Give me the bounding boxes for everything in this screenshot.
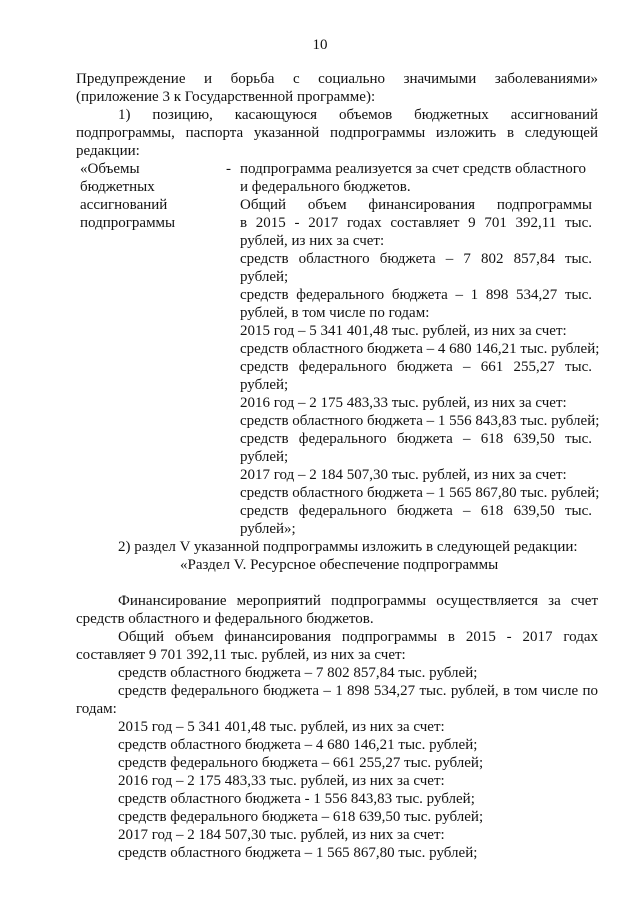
body-line: 2016 год – 2 175 483,33 тыс. рублей, из них за счет:: [118, 773, 445, 789]
passport-label-line: «Объемы: [80, 161, 140, 177]
passport-line: средств федерального бюджета – 618 639,50 тыс.: [240, 431, 592, 447]
body-line: Финансирование мероприятий подпрограммы осуществляется за счет: [118, 593, 598, 609]
passport-label-line: подпрограммы: [80, 215, 176, 231]
passport-line: 2017 год – 2 184 507,30 тыс. рублей, из них за счет:: [240, 467, 567, 483]
passport-line: подпрограмма реализуется за счет средств областного: [240, 161, 587, 177]
passport-label-line: бюджетных: [80, 179, 155, 195]
body-line: средств федерального бюджета – 1 898 534,27 тыс. рублей, в том числе по: [118, 683, 598, 699]
body-line: средств областного бюджета – 4 680 146,21 тыс. рублей;: [118, 737, 478, 753]
passport-line: рублей;: [240, 377, 289, 393]
passport-line: средств федерального бюджета – 1 898 534,27 тыс.: [240, 287, 592, 303]
passport-line: рублей»;: [240, 521, 296, 537]
passport-line: средств областного бюджета – 7 802 857,84 тыс.: [240, 251, 592, 267]
body-line: средств федерального бюджета – 661 255,27 тыс. рублей;: [118, 755, 484, 771]
body-line: средств областного и федерального бюджетов.: [76, 611, 374, 627]
passport-line: рублей;: [240, 449, 289, 465]
body-line: средств областного бюджета – 7 802 857,84 тыс. рублей;: [118, 665, 478, 681]
passport-line: в 2015 - 2017 годах составляет 9 701 392,11 тыс.: [240, 215, 592, 231]
passport-line: рублей, в том числе по годам:: [240, 305, 430, 321]
item1-line-2: подпрограммы, паспорта указанной подпрограммы изложить в следующей: [76, 125, 598, 141]
passport-line: средств областного бюджета – 4 680 146,21 тыс. рублей;: [240, 341, 600, 357]
passport-line: средств областного бюджета – 1 556 843,83 тыс. рублей;: [240, 413, 600, 429]
body-line: 2015 год – 5 341 401,48 тыс. рублей, из них за счет:: [118, 719, 445, 735]
passport-line: средств федерального бюджета – 618 639,50 тыс.: [240, 503, 592, 519]
section-title: «Раздел V. Ресурсное обеспечение подпрограммы: [180, 557, 499, 573]
intro-line-1: Предупреждение и борьба с социально значимыми заболеваниями»: [76, 71, 598, 87]
passport-line: 2016 год – 2 175 483,33 тыс. рублей, из них за счет:: [240, 395, 567, 411]
passport-line: Общий объем финансирования подпрограммы: [240, 197, 592, 213]
body-line: составляет 9 701 392,11 тыс. рублей, из них за счет:: [76, 647, 406, 663]
body-line: средств областного бюджета - 1 556 843,83 тыс. рублей;: [118, 791, 475, 807]
item1-line-1: 1) позицию, касающуюся объемов бюджетных ассигнований: [118, 107, 598, 123]
passport-line: рублей;: [240, 269, 289, 285]
body-line: средств областного бюджета – 1 565 867,80 тыс. рублей;: [118, 845, 478, 861]
item1-line-3: редакции:: [76, 143, 140, 159]
body-line: годам:: [76, 701, 117, 717]
passport-line: рублей, из них за счет:: [240, 233, 385, 249]
body-line: 2017 год – 2 184 507,30 тыс. рублей, из них за счет:: [118, 827, 445, 843]
passport-label-line: ассигнований: [80, 197, 168, 213]
intro-line-2: (приложение 3 к Государственной программе):: [76, 89, 376, 105]
passport-line: средств областного бюджета – 1 565 867,80 тыс. рублей;: [240, 485, 600, 501]
passport-line: 2015 год – 5 341 401,48 тыс. рублей, из них за счет:: [240, 323, 567, 339]
passport-line: средств федерального бюджета – 661 255,27 тыс.: [240, 359, 592, 375]
body-line: Общий объем финансирования подпрограммы в 2015 - 2017 годах: [118, 629, 598, 645]
item2-line: 2) раздел V указанной подпрограммы изложить в следующей редакции:: [118, 539, 578, 555]
passport-line: и федерального бюджетов.: [240, 179, 411, 195]
passport-dash: -: [226, 161, 231, 177]
page-number: 10: [312, 37, 328, 53]
body-line: средств федерального бюджета – 618 639,50 тыс. рублей;: [118, 809, 484, 825]
